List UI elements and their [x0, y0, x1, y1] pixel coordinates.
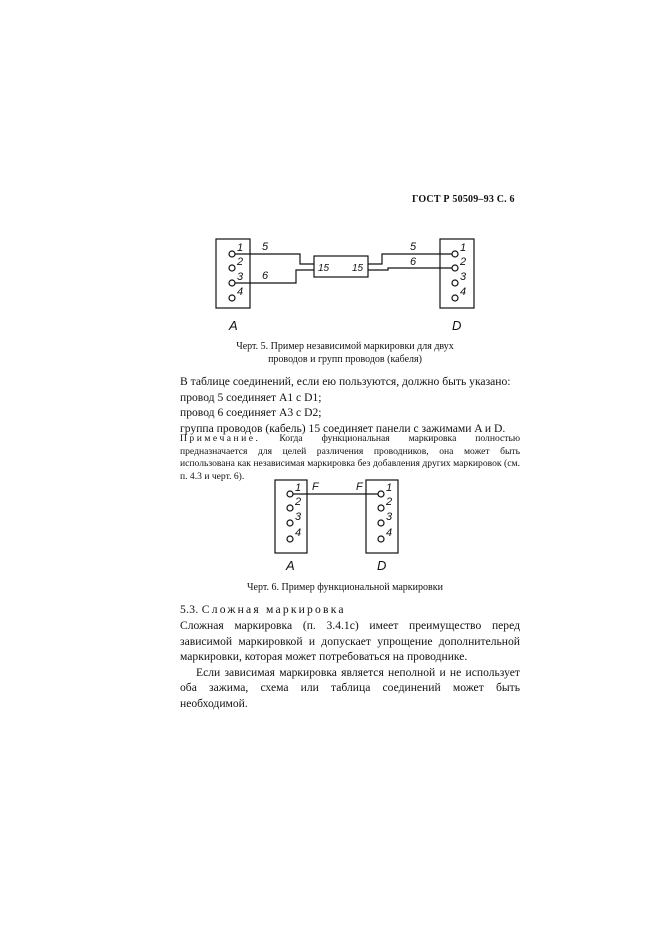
fig5-panel-label-d: D: [452, 318, 462, 333]
section-heading: [180, 603, 346, 616]
fig5-panel-label-a: A: [229, 318, 238, 333]
fig6-right-term-4: 4: [386, 527, 393, 539]
fig5-wire-label-6-left: 6: [262, 270, 269, 282]
fig6-left-term-3: 3: [295, 511, 302, 523]
fig6-left-term-2: 2: [295, 496, 302, 508]
fig6-right-term-3: 3: [386, 511, 393, 523]
fig5-right-term-3: 3: [460, 271, 467, 283]
fig6-wire-label-left: F: [312, 481, 319, 493]
note-title: Примечание.: [180, 433, 261, 444]
section-number: 5.3.: [180, 603, 199, 616]
connection-line-3: группа проводов (кабель) 15 соединяет панели с зажимами A и D.: [180, 421, 506, 435]
section-paragraph-1: Сложная маркировка (п. 3.4.1с) имеет преимущество перед зависимой маркировкой и допускает упрощение дополнительной маркировки, которая может потребоваться на проводнике.: [180, 619, 520, 663]
fig6-wire-label-right: F: [356, 481, 363, 493]
page-header: ГОСТ Р 50509–93 С. 6: [412, 194, 515, 205]
fig6-left-term-1: 1: [295, 482, 302, 494]
note-text: Когда функциональная маркировка полностью предназначается для целей различения проводников, она может быть использована как независимая маркировка без добавления других маркировок (см. п. 4.3 и черт. 6).: [180, 433, 520, 482]
fig6-left-term-4: 4: [295, 527, 302, 539]
section-body: [180, 618, 520, 711]
fig5-cable-label-right: 15: [352, 263, 364, 274]
fig6-right-term-1: 1: [386, 482, 393, 494]
fig6-right-term-2: 2: [386, 496, 393, 508]
connection-line-1: провод 5 соединяет A1 с D1;: [180, 390, 322, 404]
fig6-panel-label-a: A: [286, 558, 295, 573]
fig5-right-term-1: 1: [460, 242, 467, 254]
fig5-wire-label-5-left: 5: [262, 241, 269, 253]
fig5-left-term-2: 2: [237, 256, 244, 268]
fig5-right-term-2: 2: [460, 256, 467, 268]
fig5-wire-label-5-right: 5: [410, 241, 417, 253]
fig5-wire-label-6-right: 6: [410, 256, 417, 268]
fig5-left-term-3: 3: [237, 271, 244, 283]
fig5-cable-label-left: 15: [318, 263, 330, 274]
figure-6-caption: Черт. 6. Пример функциональной маркировки: [247, 582, 443, 593]
fig5-left-term-1: 1: [237, 242, 244, 254]
section-title: Сложная маркировка: [201, 603, 346, 616]
fig6-panel-label-d: D: [377, 558, 387, 573]
section-paragraph-2: Если зависимая маркировка является неполной и не использует оба зажима, схема или таблица соединений может быть необходимой.: [180, 665, 520, 710]
connection-intro: В таблице соединений, если ею пользуются, должно быть указано:: [180, 375, 511, 388]
figure-5-caption-line2: проводов и групп проводов (кабеля): [268, 354, 422, 365]
fig5-left-term-4: 4: [237, 286, 244, 298]
connection-line-2: провод 6 соединяет A3 с D2;: [180, 406, 322, 419]
figure-5-caption-line1: Черт. 5. Пример независимой маркировки для двух: [236, 341, 454, 352]
fig5-right-term-4: 4: [460, 286, 467, 298]
